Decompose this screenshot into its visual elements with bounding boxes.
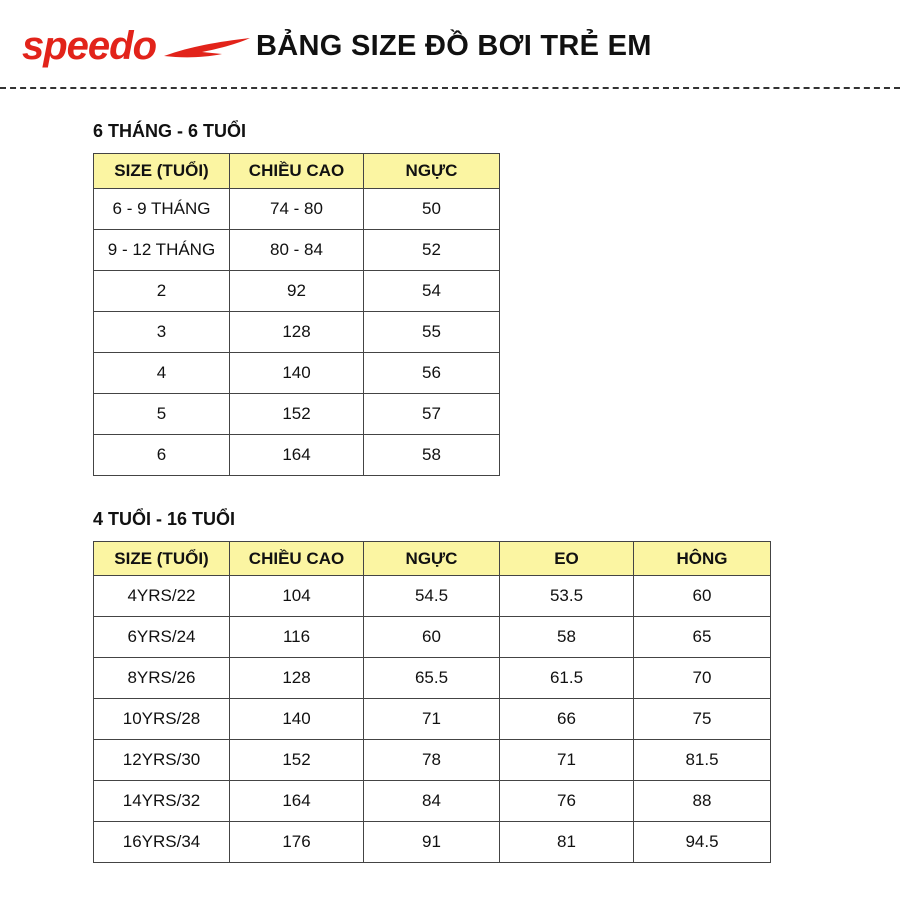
table-row — [94, 435, 500, 476]
header-chest: NGỰC — [364, 542, 500, 576]
section-title-kids: 4 TUỔI - 16 TUỔI — [93, 509, 236, 529]
cell-chest: 65.5 — [364, 658, 500, 699]
cell-hip: 65 — [634, 617, 771, 658]
header-height: CHIỀU CAO — [230, 542, 364, 576]
cell-height: 80 - 84 — [230, 230, 364, 271]
cell-size: 6 - 9 THÁNG — [94, 189, 230, 230]
cell-size: 14YRS/32 — [94, 781, 230, 822]
cell-waist: 66 — [500, 699, 634, 740]
cell-chest: 78 — [364, 740, 500, 781]
size-table-infant — [93, 153, 500, 476]
cell-size: 16YRS/34 — [94, 822, 230, 863]
cell-size: 9 - 12 THÁNG — [94, 230, 230, 271]
cell-size: 8YRS/26 — [94, 658, 230, 699]
table-row — [94, 312, 500, 353]
cell-chest: 52 — [364, 230, 500, 271]
logo-text: speedo — [22, 24, 157, 68]
cell-chest: 91 — [364, 822, 500, 863]
cell-size: 3 — [94, 312, 230, 353]
cell-waist: 71 — [500, 740, 634, 781]
table-row — [94, 353, 500, 394]
cell-hip: 60 — [634, 576, 771, 617]
cell-size: 6 — [94, 435, 230, 476]
header-height: CHIỀU CAO — [230, 154, 364, 189]
cell-height: 152 — [230, 394, 364, 435]
cell-height: 92 — [230, 271, 364, 312]
table-row — [94, 576, 771, 617]
cell-chest: 54 — [364, 271, 500, 312]
cell-chest: 57 — [364, 394, 500, 435]
cell-size: 5 — [94, 394, 230, 435]
table-row — [94, 658, 771, 699]
cell-size: 4YRS/22 — [94, 576, 230, 617]
table-row — [94, 271, 500, 312]
table-row — [94, 740, 771, 781]
cell-chest: 50 — [364, 189, 500, 230]
cell-size: 4 — [94, 353, 230, 394]
cell-height: 128 — [230, 658, 364, 699]
cell-hip: 75 — [634, 699, 771, 740]
cell-height: 140 — [230, 699, 364, 740]
table-row — [94, 230, 500, 271]
cell-size: 12YRS/30 — [94, 740, 230, 781]
section-title-infant: 6 THÁNG - 6 TUỔI — [93, 121, 247, 141]
cell-size: 10YRS/28 — [94, 699, 230, 740]
cell-chest: 56 — [364, 353, 500, 394]
cell-size: 6YRS/24 — [94, 617, 230, 658]
cell-waist: 81 — [500, 822, 634, 863]
cell-chest: 55 — [364, 312, 500, 353]
table-row — [94, 781, 771, 822]
cell-chest: 58 — [364, 435, 500, 476]
cell-height: 74 - 80 — [230, 189, 364, 230]
cell-hip: 70 — [634, 658, 771, 699]
cell-height: 152 — [230, 740, 364, 781]
cell-height: 128 — [230, 312, 364, 353]
cell-size: 2 — [94, 271, 230, 312]
header-size: SIZE (TUỔI) — [94, 154, 230, 189]
cell-hip: 88 — [634, 781, 771, 822]
cell-chest: 71 — [364, 699, 500, 740]
table-header-row — [94, 542, 771, 576]
cell-waist: 53.5 — [500, 576, 634, 617]
table-row — [94, 189, 500, 230]
cell-height: 104 — [230, 576, 364, 617]
cell-height: 176 — [230, 822, 364, 863]
cell-waist: 61.5 — [500, 658, 634, 699]
cell-waist: 58 — [500, 617, 634, 658]
page-header — [0, 0, 900, 88]
cell-waist: 76 — [500, 781, 634, 822]
dashed-divider — [0, 87, 900, 89]
cell-chest: 60 — [364, 617, 500, 658]
header-chest: NGỰC — [364, 154, 500, 189]
cell-height: 116 — [230, 617, 364, 658]
cell-height: 164 — [230, 435, 364, 476]
table-row — [94, 394, 500, 435]
speedo-logo — [22, 22, 232, 70]
table-row — [94, 822, 771, 863]
header-size: SIZE (TUỔI) — [94, 542, 230, 576]
table-row — [94, 699, 771, 740]
boomerang-icon — [162, 36, 252, 60]
table-row — [94, 617, 771, 658]
cell-hip: 81.5 — [634, 740, 771, 781]
size-table-kids — [93, 541, 771, 863]
cell-chest: 84 — [364, 781, 500, 822]
page-title: BẢNG SIZE ĐỒ BƠI TRẺ EM — [256, 30, 652, 62]
table-header-row — [94, 154, 500, 189]
cell-hip: 94.5 — [634, 822, 771, 863]
header-hip: HÔNG — [634, 542, 771, 576]
cell-chest: 54.5 — [364, 576, 500, 617]
header-waist: EO — [500, 542, 634, 576]
cell-height: 140 — [230, 353, 364, 394]
cell-height: 164 — [230, 781, 364, 822]
